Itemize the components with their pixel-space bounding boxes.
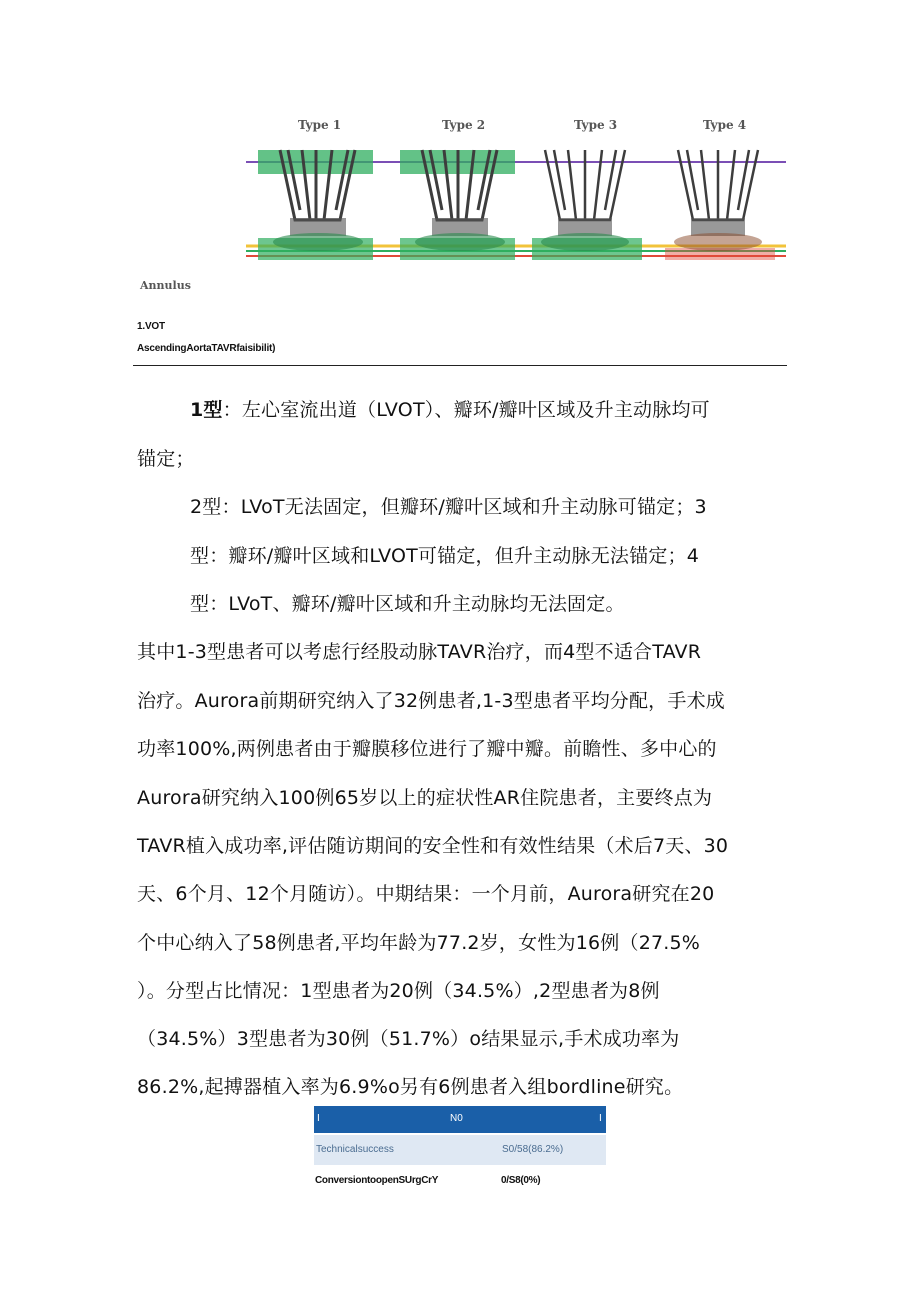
caption-divider	[133, 365, 787, 366]
type-3-label: Type 3	[574, 118, 618, 132]
valve-type-2	[400, 150, 515, 260]
valve-type-4	[665, 150, 775, 260]
type-1-paragraph	[190, 398, 710, 422]
row-value: S0/58(86.2%)	[502, 1144, 564, 1155]
body-line: 治疗。Aurora前期研究纳入了32例患者,1-3型患者平均分配，手术成	[137, 690, 725, 712]
valve-illustration	[240, 110, 790, 275]
annulus-label: Annulus	[140, 279, 191, 292]
figure-caption-line-1: 1.VOT	[137, 321, 165, 332]
header-right-mark: I	[599, 1113, 602, 1124]
body-line: 其中1-3型患者可以考虑行经股动脉TAVR治疗，而4型不适合TAVR	[137, 641, 702, 663]
type-2-paragraph: 2型：LVoT无法固定，但瓣环/瓣叶区域和升主动脉可锚定；3	[190, 496, 707, 518]
body-line: ）。分型占比情况：1型患者为20例（34.5%）,2型患者为8例	[137, 980, 660, 1002]
row-label: Technicalsuccess	[316, 1144, 394, 1155]
row-label: ConversiontoopenSUrgCrY	[315, 1175, 439, 1186]
header-n0: N0	[450, 1113, 463, 1124]
row-value: 0/S8(0%)	[501, 1175, 541, 1186]
type-1-label: Type 1	[298, 118, 342, 132]
type-4-paragraph: 型：LVoT、瓣环/瓣叶区域和升主动脉均无法固定。	[190, 593, 625, 615]
type-1-continuation: 锚定；	[137, 448, 195, 470]
results-table-header	[314, 1106, 606, 1133]
body-line: TAVR植入成功率,评估随访期间的安全性和有效性结果（术后7天、30	[137, 835, 729, 857]
body-line: 个中心纳入了58例患者,平均年龄为77.2岁，女性为16例（27.5%	[137, 932, 701, 954]
figure-caption-line-2: AscendingAortaTAVRfaisibilit)	[137, 343, 276, 354]
valve-type-3	[532, 150, 642, 260]
header-left-mark: I	[317, 1113, 320, 1124]
type-1-text: ：左心室流出道（LVOT）、瓣环/瓣叶区域及升主动脉均可	[222, 399, 710, 421]
type-1-number: 1型	[190, 399, 223, 421]
valve-type-1	[258, 150, 373, 260]
table-row	[314, 1135, 606, 1165]
type-4-label: Type 4	[703, 118, 747, 132]
body-line: 天、6个月、12个月随访）。中期结果：一个月前，Aurora研究在20	[137, 883, 715, 905]
body-line: 86.2%,起搏器植入率为6.9%o另有6例患者入组bordline研究。	[137, 1076, 684, 1098]
body-line: （34.5%）3型患者为30例（51.7%）o结果显示,手术成功率为	[137, 1028, 680, 1050]
body-line: Aurora研究纳入100例65岁以上的症状性AR住院患者，主要终点为	[137, 787, 713, 809]
body-line: 功率100%,两例患者由于瓣膜移位进行了瓣中瓣。前瞻性、多中心的	[137, 738, 717, 760]
type-3-paragraph: 型：瓣环/瓣叶区域和LVOT可锚定，但升主动脉无法锚定；4	[190, 545, 700, 567]
type-2-label: Type 2	[442, 118, 486, 132]
